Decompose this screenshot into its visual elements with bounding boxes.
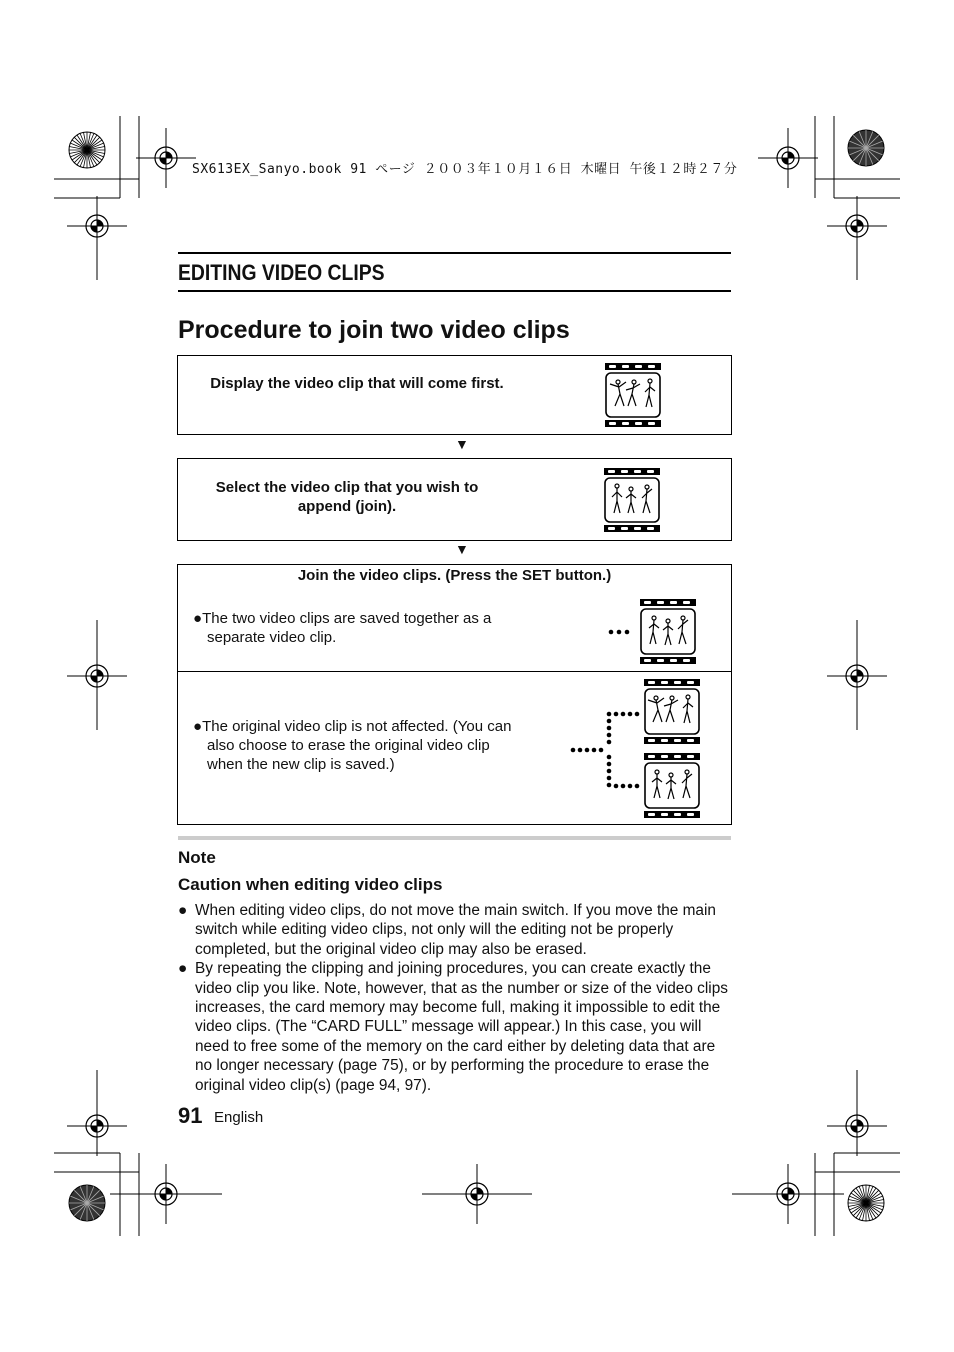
note-heading: Caution when editing video clips [178,875,443,894]
step-3-bullet-1: ●The two video clips are saved together as a separate video clip. [193,610,492,646]
film-clip-icon [603,467,663,535]
film-clip-icon [608,598,700,668]
film-clip-join-icon [570,678,704,822]
note-list [178,901,734,1095]
section-rule-bottom [178,290,731,292]
print-header: SX613EX_Sanyo.book 91 ページ ２００３年１０月１６日 木曜日 午後１２時２７分 [192,162,738,177]
dotted-connector-icon [571,712,640,789]
step-1-text: Display the video clip that will come first. [210,375,504,392]
page-number: 91 [178,1103,203,1128]
color-target-icon [69,132,105,168]
note-item-2: ● By repeating the clipping and joining procedures, you can create exactly the video clip you like. Note, however, that as the number or size of the video clips increases, the card memory may become full, making it impossible to edit the video clips. (The “CARD FULL” message will appear.) In this case, you will need to free some of the memory on the card either by deleting data that are no longer necessary (page 75), or by performing the procedure to erase the original video clip(s) (page 94, 97). [178,960,728,1094]
step-arrow-icon: ▼ [455,541,469,557]
page-title: Procedure to join two video clips [178,316,570,344]
bullet-icon: ● [178,902,188,919]
page-language: English [214,1109,264,1126]
step-arrow-icon: ▼ [455,436,469,452]
step-box-2 [177,458,732,541]
color-target-icon [848,130,884,166]
step-3-bullet-2: ●The original video clip is not affected. (You can also choose to erase the original video clip when the new clip is saved.) [193,718,512,773]
step-2-text: Select the video clip that you wish to append (join). [215,479,479,515]
bullet-icon: ● [193,718,203,735]
section-title: EDITING VIDEO CLIPS [178,260,385,285]
registration-mark-icon [758,128,818,188]
section-rule-top [178,252,731,254]
step-3-divider [178,671,731,672]
note-divider [178,836,731,840]
bullet-icon: ● [178,960,188,978]
note-label: Note [178,848,216,867]
color-target-icon [69,1185,105,1221]
color-target-icon [848,1185,884,1221]
film-clip-icon [604,362,664,430]
note-item-1: ● When editing video clips, do not move the main switch. If you move the main switch while editing video clips, not only will the editing not be properly completed, but the original video clip may also be erased. [178,902,716,958]
registration-mark-icon [136,128,196,188]
bullet-icon: ● [193,610,203,627]
step-box-1 [177,355,732,435]
step-3-title: Join the video clips. (Press the SET button.) [297,567,612,584]
step-box-3 [177,564,732,825]
